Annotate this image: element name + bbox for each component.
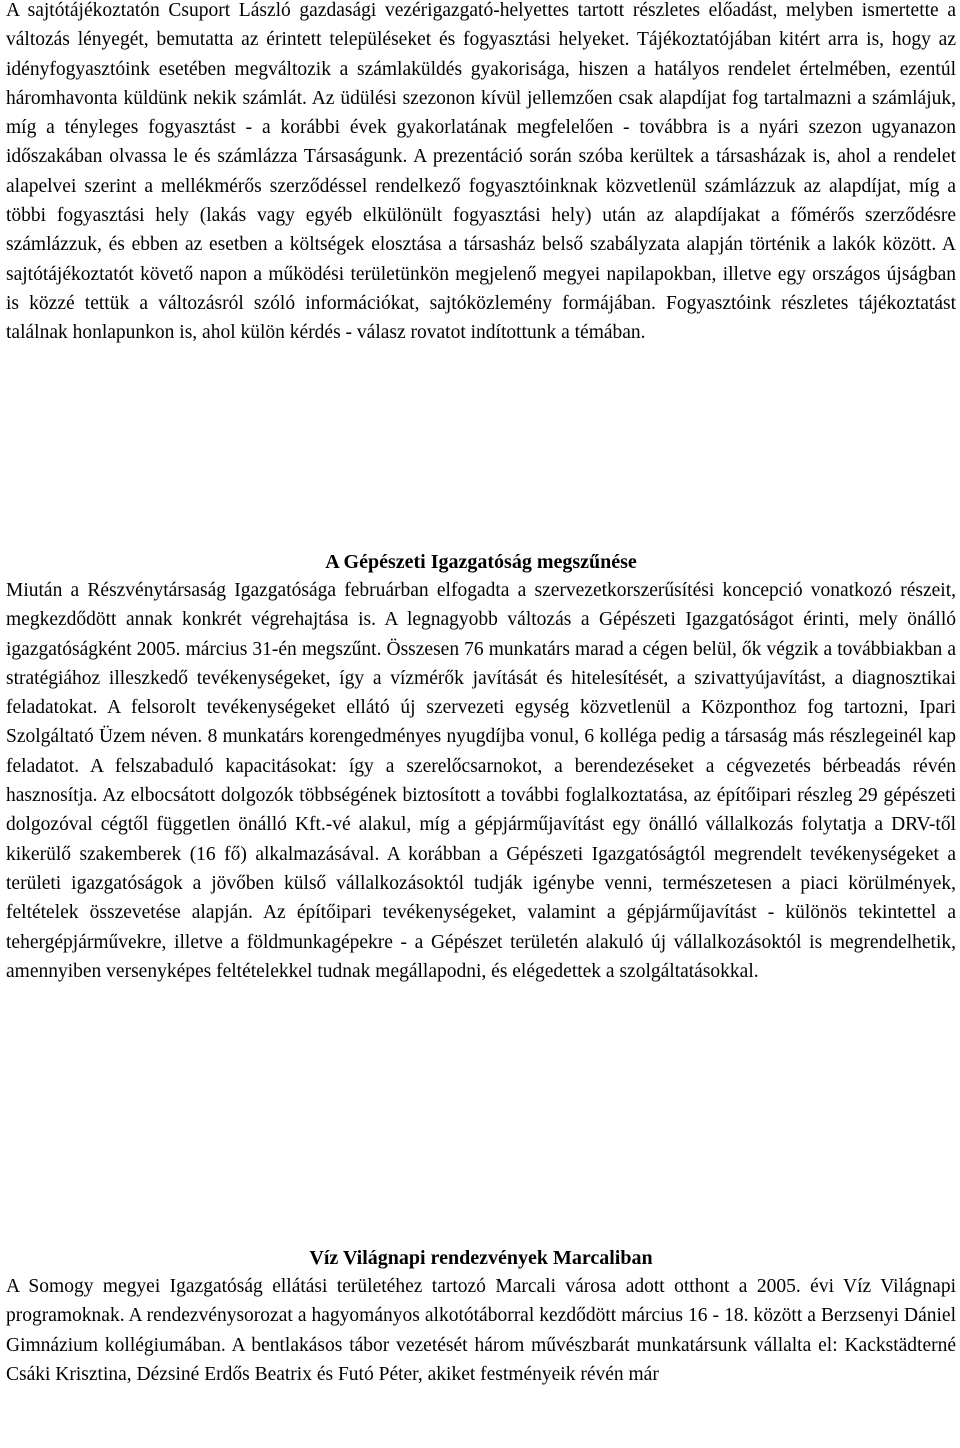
section-paragraph-gepeszeti: Miután a Részvénytársaság Igazgatósága februárban elfogadta a szervezetkorszerűsítési koncepció vonatkozó részeit, megkezdődött annak konkrét végrehajtása is. A legnagyobb változás a Gépészeti Igazgatóságot érinti, mely önálló igazgatóságként 2005. március 31-én megszűnt. Összesen 76 munkatárs marad a cégen belül, ők végzik a továbbiakban a stratégiához illeszkedő tevékenységeket, így a vízmérők javítását és hitelesítését, a szivattyújavítást, a diagnosztikai feladatokat. A felsorolt tevékenységeket ellátó új szervezeti egység közvetlenül a Központhoz fog tartozni, Ipari Szolgáltató Üzem néven. 8 munkatárs korengedményes nyugdíjba vonul, 6 kolléga pedig a társaság más részlegeinél kap feladatot. A felszabaduló kapacitásokat: így a szerelőcsarnokot, a berendezéseket a cégvezetés bérbeadás révén hasznosítja. Az elbocsátott dolgozók többségének biztosított a további foglalkoztatása, az építőipari részleg 29 gépészeti dolgozóval cégtől független önálló Kft.-vé alakul, míg a gépjárműjavítást egy önálló vállalkozás folytatja a DRV-től kikerülő szakemberek (16 fő) alkalmazásával. A korábban a Gépészeti Igazgatóságtól megrendelt tevékenységeket a területi igazgatóságok a jövőben külső vállalkozásoktól tudják igénybe venni, természetesen a piaci körülmények, feltételek összevetése alapján. Az építőipari tevékenységeket, valamint a gépjárműjavítást - különös tekintettel a tehergépjárművekre, illetve a földmunkagépekre - a Gépészet területén alakuló új vállalkozásoktól is megrendelhetik, amennyiben versenyképes feltételekkel tudnak megállapodni, és elégedettek a szolgáltatásokkal. — [6, 580, 956, 982]
intro-paragraph: A sajtótájékoztatón Csuport László gazdasági vezérigazgató-helyettes tartott részletes előadást, melyben ismertette a változás lényegét, bemutatta az érintett településeket és fogyasztási helyeket. Tájékoztatójában kitért arra is, hogy az idényfogyasztóink esetében megváltozik a számlaküldés gyakorisága, hiszen a hatályos rendelet értelmében, ezentúl háromhavonta küldünk nekik számlát. Az üdülési szezonon kívül jellemzően csak alapdíjat fog tartalmazni a számlájuk, míg a tényleges fogyasztást - a korábbi évek gyakorlatának megfelelően - továbbra is a nyári szezon ugyanazon időszakában olvassa le és számlázza Társaságunk. A prezentáció során szóba kerültek a társasházak is, ahol a rendelet alapelvei szerint a mellékmérős szerződéssel rendelkező fogyasztóinknak közvetlenül számlázzuk az alapdíjat, míg a többi fogyasztási hely (lakás vagy egyéb elkülönült fogyasztási hely) után az alapdíjakat a főmérős szerződésre számlázzuk, és ebben az esetben a költségek elosztása a társasház belső szabályzata alapján történik a lakók között. A sajtótájékoztatót követő napon a működési területünkön megjelenő megyei napilapokban, illetve egy országos újságban is közzé tettük a változásról szóló információkat, sajtóközlemény formájában. Fogyasztóink részletes tájékoztatást találnak honlapunkon is, ahol külön kérdés - válasz rovatot indítottunk a témában. — [6, 0, 956, 344]
section-paragraph-viz-vilagnap: A Somogy megyei Igazgatóság ellátási területéhez tartozó Marcali városa adott otthont a 2005. évi Víz Világnapi programoknak. A rendezvénysorozat a hagyományos alkotótáborral kezdődött március 16 - 18. között a Berzsenyi Dániel Gimnázium kollégiumában. A bentlakásos tábor vezetését három művészbarát munkatársunk vállalta el: Kackstädterné Csáki Krisztina, Dézsiné Erdős Beatrix és Futó Péter, akiket festményeik révén már — [6, 1276, 956, 1385]
section-title-viz-vilagnap: Víz Világnapi rendezvények Marcaliban — [309, 1247, 653, 1269]
section-title-gepeszeti: A Gépészeti Igazgatóság megszűnése — [325, 551, 637, 573]
